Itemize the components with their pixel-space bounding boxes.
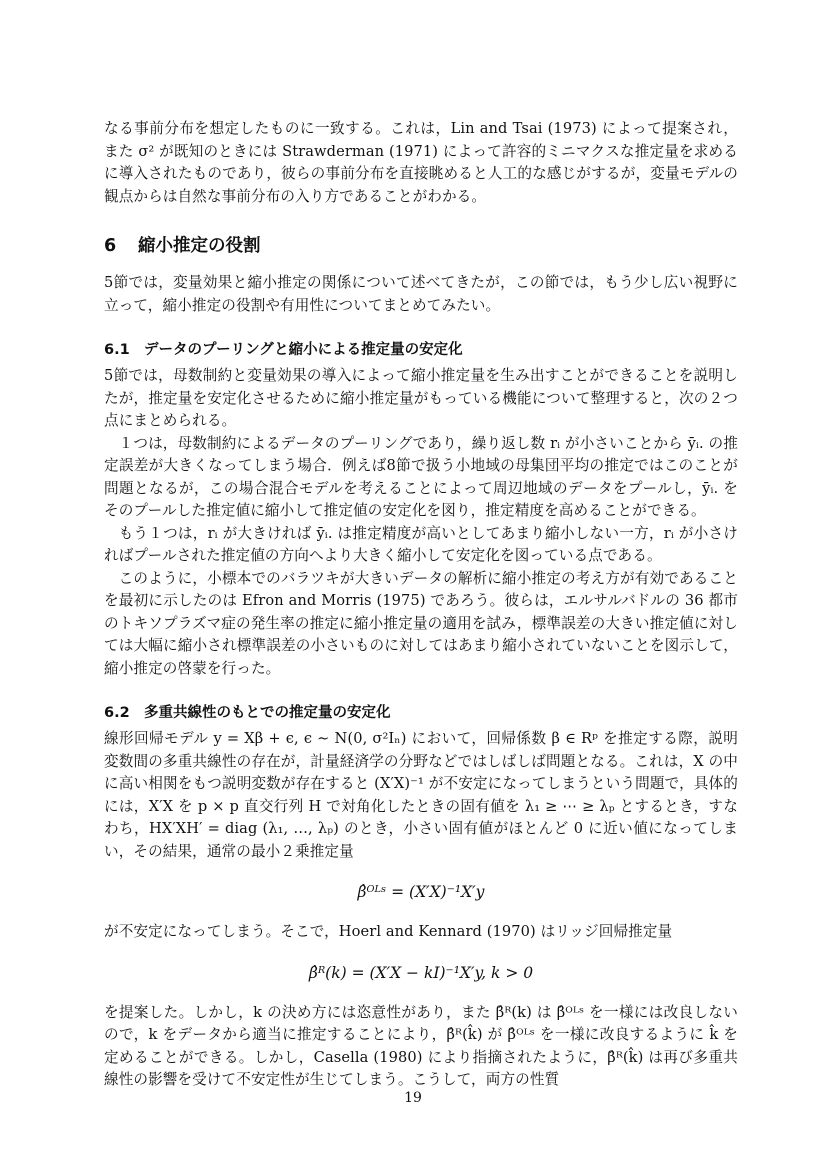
- paragraph-intro: なる事前分布を想定したものに一致する。これは，Lin and Tsai (1973) によって提案され，また σ² が既知のときには Strawderman (1971) によって許容的ミニマクスな推定量を求めるに導入されたものであり，彼らの事前分布を直接眺めると人工的な感じがするが，変量モデルの観点からは自然な事前分布の入り方であることがわかる。: [104, 120, 738, 205]
- subsection-heading-6-2: [104, 702, 738, 724]
- section-number: 6: [104, 236, 117, 256]
- subsection-title: 多重共線性のもとでの推定量の安定化: [144, 705, 391, 721]
- subsection-number: 6.2: [104, 705, 130, 721]
- section-heading: [104, 234, 738, 258]
- subsection-number: 6.1: [104, 342, 130, 358]
- page-number: 19: [404, 1090, 422, 1106]
- subsection-title: データのプーリングと縮小による推定量の安定化: [144, 342, 463, 358]
- paragraph: を提案した。しかし，k の決め方には恣意性があり，また β̂ᴿ(k) は β̂ᴼᴸˢ を一様には改良しないので，k をデータから適当に推定することにより，β̂ᴿ(k̂) が β̂ᴼᴸˢ を一様に改良するように k̂ を定めることができる。しかし，Casella (1980) により指摘されたように，β̂ᴿ(k̂) は再び多重共線性の影響を受けて不安定性が生じてしまう。こうして，両方の性質: [104, 1003, 738, 1088]
- paragraph-section-intro: 5節では，変量効果と縮小推定の関係について述べてきたが，この節では，もう少し広い視野に立って，縮小推定の役割や有用性についてまとめてみたい。: [104, 274, 738, 314]
- paragraph: 線形回帰モデル y = Xβ + ϵ, ϵ ∼ N(0, σ²Iₙ) において，回帰係数 β ∈ Rᵖ を推定する際，説明変数間の多重共線性の存在が，計量経済学の分野などではしばしば問題となる。これは，X の中に高い相関をもつ説明変数が存在すると (X′X)⁻¹ が不安定になってしまうという問題で，具体的には，X′X を p × p 直交行列 H で対角化したときの固有値を λ₁ ≥ ⋯ ≥ λₚ とするとき，すなわち，HX′XH′ = diag (λ₁, …, λₚ) のとき，小さい固有値がほとんど 0 に近い値になってしまい，その結果，通常の最小２乗推定量: [104, 730, 738, 860]
- equation-ols: β̂ᴼᴸˢ = (X′X)⁻¹X′y: [357, 883, 485, 901]
- paragraph: もう１つは，rᵢ が大きければ ȳᵢ. は推定精度が高いとしてあまり縮小しない一方，rᵢ が小さければプールされた推定値の方向へより大きく縮小して安定化を図っている点である。: [104, 524, 738, 564]
- subsection-heading-6-1: [104, 339, 738, 361]
- paragraph: １つは，母数制約によるデータのプーリングであり，繰り返し数 rᵢ が小さいことから ȳᵢ. の推定誤差が大きくなってしまう場合．例えば8節で扱う小地域の母集団平均の推定ではこのことが問題となるが，この場合混合モデルを考えることによって周辺地域のデータをプールし，ȳᵢ. をそのプールした推定値に縮小して推定値の安定化を図り，推定精度を高めることができる。: [104, 434, 738, 519]
- paragraph: 5節では，母数制約と変量効果の導入によって縮小推定量を生み出すことができることを説明したが，推定量を安定化させるために縮小推定量がもっている機能について整理すると，次の２つ点にまとめられる。: [104, 367, 738, 429]
- page-body: [104, 118, 738, 1092]
- section-title: 縮小推定の役割: [138, 236, 261, 256]
- equation-ridge: β̂ᴿ(k) = (X′X − kI)⁻¹X′y, k > 0: [308, 963, 534, 982]
- paragraph: このように，小標本でのバラツキが大きいデータの解析に縮小推定の考え方が有効であることを最初に示したのは Efron and Morris (1975) であろう。彼らは，エルサルバドルの 36 都市のトキソプラズマ症の発生率の推定に縮小推定量の適用を試み，標準誤差の大きい推定値に対しては大幅に縮小され標準誤差の小さいものに対してはあまり縮小されていないことを図示して，縮小推定の啓蒙を行った。: [104, 569, 738, 677]
- paragraph: が不安定になってしまう。そこで，Hoerl and Kennard (1970) はリッジ回帰推定量: [104, 923, 673, 940]
